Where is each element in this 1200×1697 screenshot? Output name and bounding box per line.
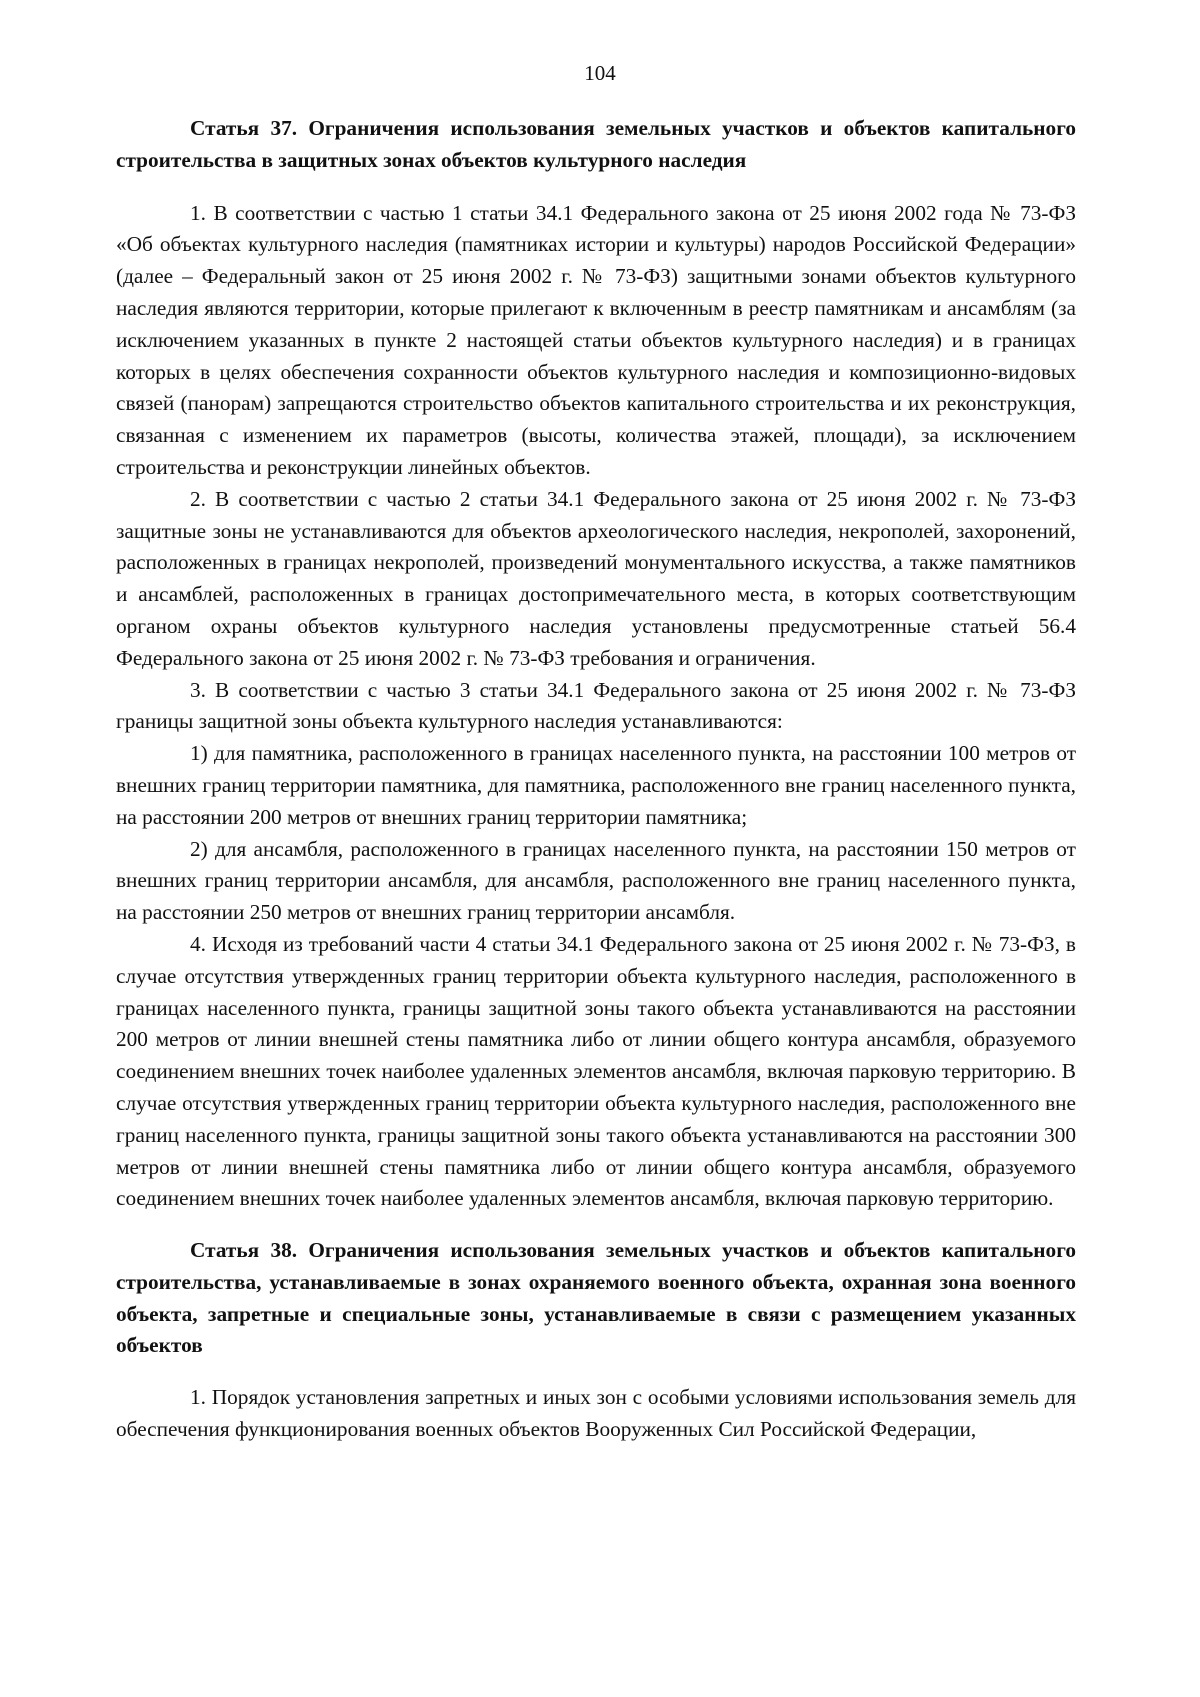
article-37-paragraph-4: 4. Исходя из требований части 4 статьи 34.1 Федерального закона от 25 июня 2002 г. № 73-ФЗ, в случае отсутствия утвержденных границ территории объекта культурного наследия, расположенного в границах населенного пункта, границы защитной зоны такого объекта устанавливаются на расстоянии 200 метров от линии внешней стены памятника либо от линии общего контура ансамбля, образуемого соединением внешних точек наиболее удаленных элементов ансамбля, включая парковую территорию. В случае отсутствия утвержденных границ территории объекта культурного наследия, расположенного вне границ населенного пункта, границы защитной зоны такого объекта устанавливаются на расстоянии 300 метров от линии внешней стены памятника либо от линии общего контура ансамбля, образуемого соединением внешних точек наиболее удаленных элементов ансамбля, включая парковую территорию. [116, 931, 1076, 1211]
page-number: 104 [584, 61, 616, 85]
document-body [116, 113, 1076, 1446]
article-37-item-1: 1) для памятника, расположенного в границах населенного пункта, на расстоянии 100 метров от внешних границ территории памятника, для памятника, расположенного вне границ населенного пункта, на расстоянии 200 метров от внешних границ территории памятника; [116, 741, 1076, 829]
article-37-title: Статья 37. Ограничения использования земельных участков и объектов капитального строительства в защитных зонах объектов культурного наследия [116, 116, 1076, 172]
article-38-paragraph-1: 1. Порядок установления запретных и иных зон с особыми условиями использования земель для обеспечения функционирования военных объектов Вооруженных Сил Российской Федерации, [116, 1385, 1076, 1442]
article-38-title: Статья 38. Ограничения использования земельных участков и объектов капитального строительства, устанавливаемые в зонах охраняемого военного объекта, охранная зона военного объекта, запретные и специальные зоны, устанавливаемые в связи с размещением указанных объектов [116, 1238, 1076, 1358]
article-37-paragraph-1: 1. В соответствии с частью 1 статьи 34.1 Федерального закона от 25 июня 2002 года № 73-ФЗ «Об объектах культурного наследия (памятниках истории и культуры) народов Российской Федерации» (далее – Федеральный закон от 25 июня 2002 г. № 73-ФЗ) защитными зонами объектов культурного наследия являются территории, которые прилегают к включенным в реестр памятникам и ансамблям (за исключением указанных в пункте 2 настоящей статьи объектов культурного наследия) и в границах которых в целях обеспечения сохранности объектов культурного наследия и композиционно-видовых связей (панорам) запрещаются строительство объектов капитального строительства и их реконструкция, связанная с изменением их параметров (высоты, количества этажей, площади), за исключением строительства и реконструкции линейных объектов. [116, 200, 1076, 479]
article-37-paragraph-3: 3. В соответствии с частью 3 статьи 34.1 Федерального закона от 25 июня 2002 г. № 73-ФЗ границы защитной зоны объекта культурного наследия устанавливаются: [116, 677, 1076, 734]
article-37-item-2: 2) для ансамбля, расположенного в границах населенного пункта, на расстоянии 150 метров от внешних границ территории ансамбля, для ансамбля, расположенного вне границ населенного пункта, на расстоянии 250 метров от внешних границ территории ансамбля. [116, 836, 1076, 925]
article-37-paragraph-2: 2. В соответствии с частью 2 статьи 34.1 Федерального закона от 25 июня 2002 г. № 73-ФЗ защитные зоны не устанавливаются для объектов археологического наследия, некрополей, захоронений, расположенных в границах некрополей, произведений монументального искусства, а также памятников и ансамблей, расположенных в границах достопримечательного места, в которых соответствующим органом охраны объектов культурного наследия установлены предусмотренные статьей 56.4 Федерального закона от 25 июня 2002 г. № 73-ФЗ требования и ограничения. [116, 486, 1076, 670]
